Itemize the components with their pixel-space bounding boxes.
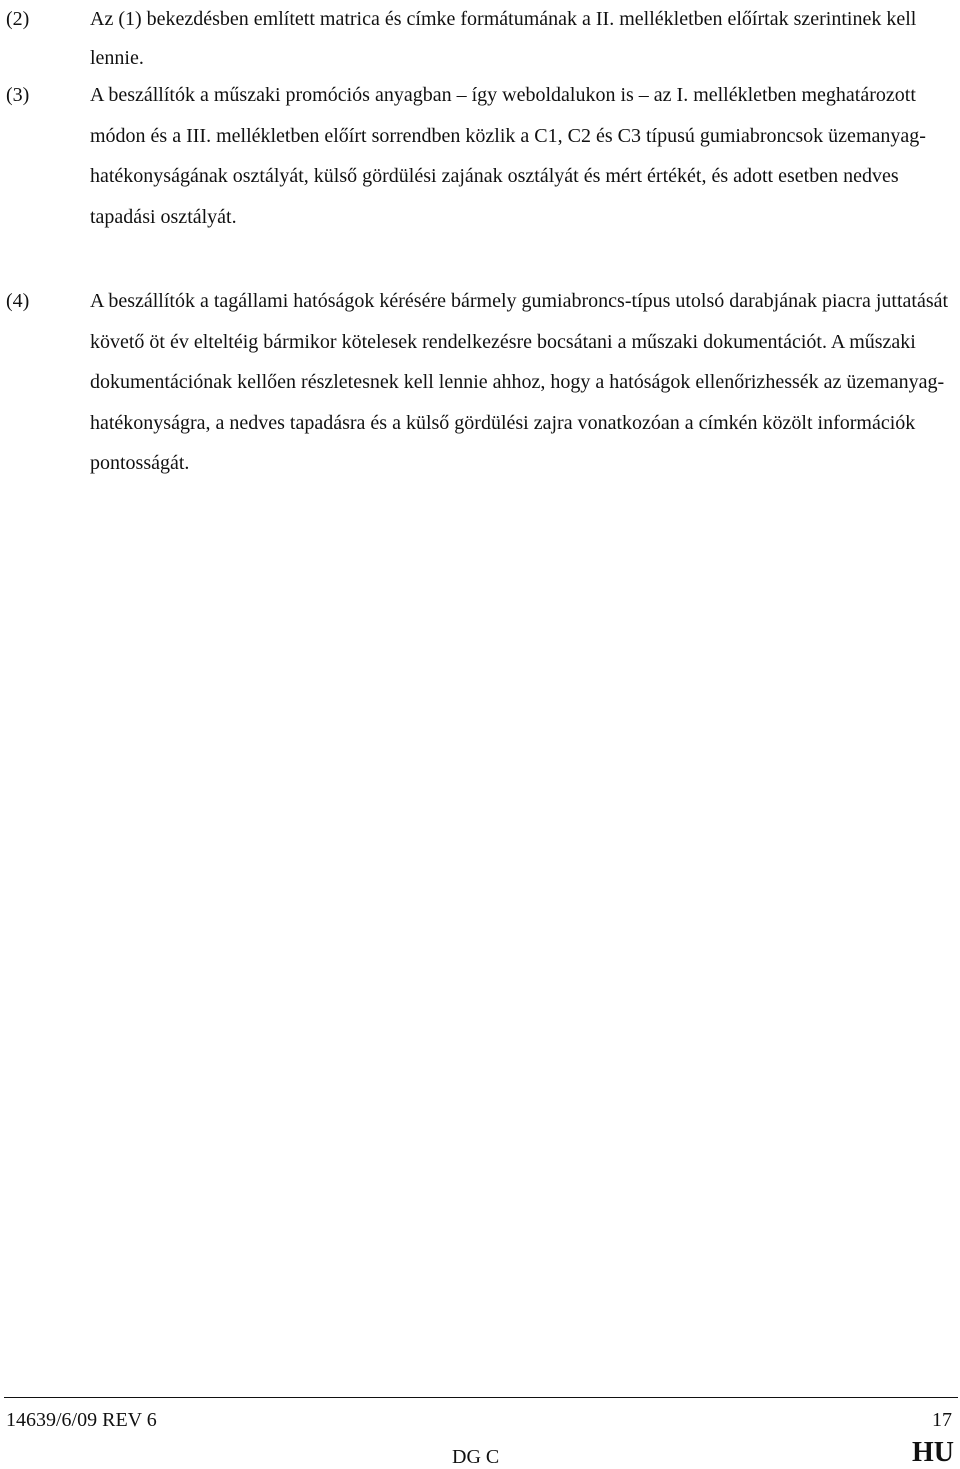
- paragraph-text: A beszállítók a műszaki promóciós anyagban – így weboldalukon is – az I. mellékletben meghatározott módon és a III. mellékletben előírt sorrendben közlik a C1, C2 és C3 típusú gumiabroncsok üzemanyag-hatékonyságának osztályát, külső gördülési zajának osztályát és mért értékét, és adott esetben nedves tapadási osztályát.: [90, 84, 926, 228]
- page-number: 17: [932, 1409, 952, 1431]
- footer-divider: [4, 1397, 958, 1398]
- paragraph-number: (3): [6, 84, 30, 106]
- paragraph-number: (2): [6, 8, 30, 30]
- paragraph-text: Az (1) bekezdésben említett matrica és címke formátumának a II. mellékletben előírtak szerintinek kell lennie.: [90, 8, 917, 69]
- paragraph-number: (4): [6, 290, 30, 312]
- paragraph-text: A beszállítók a tagállami hatóságok kérésére bármely gumiabroncs-típus utolsó darabjának piacra juttatását követő öt év elteltéig bármikor kötelesek rendelkezésre bocsátani a műszaki dokumentációt. A műszaki dokumentációnak kellően részletesnek kell lennie ahhoz, hogy a hatóságok ellenőrizhessék az üzemanyag-hatékonyságra, a nedves tapadásra és a külső gördülési zajra vonatkozóan a címkén közölt információk pontosságát.: [90, 290, 949, 474]
- language-code: HU: [912, 1437, 954, 1468]
- directorate-label: DG C: [452, 1446, 500, 1468]
- document-reference: 14639/6/09 REV 6: [6, 1409, 157, 1431]
